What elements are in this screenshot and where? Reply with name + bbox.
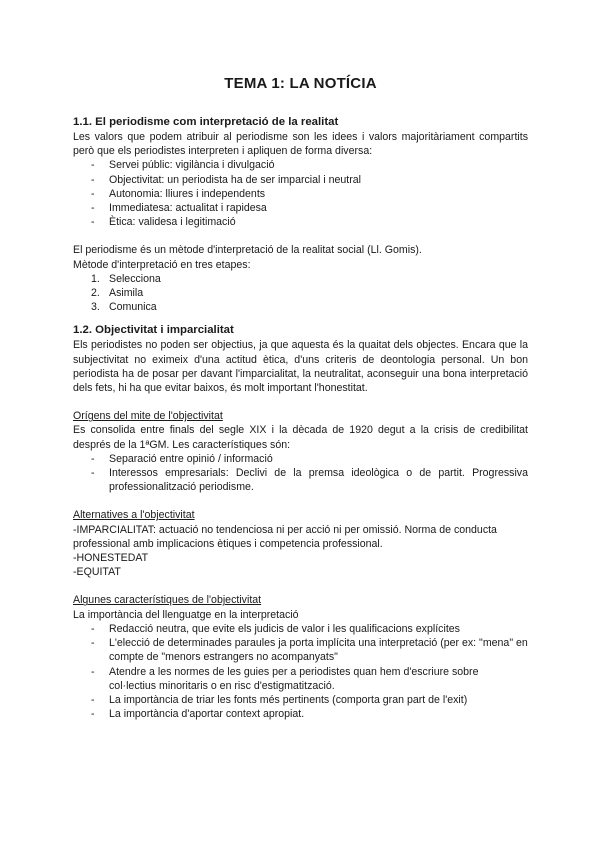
subheading-alternatives: Alternatives a l'objectivitat — [73, 509, 195, 522]
section-heading-1-2: 1.2. Objectivitat i imparcialitat — [73, 324, 234, 337]
document-body — [73, 74, 528, 721]
list-item: - Ètica: validesa i legitimació — [73, 215, 528, 229]
paragraph-stages: Mètode d'interpretació en tres etapes: — [73, 258, 251, 271]
subheading-features: Algunes característiques de l'objectivitat — [73, 594, 262, 607]
list-item: - Atendre a les normes de les guies per a periodistes quan hem d'escriure sobre col·lectius minoritaris o en risc d'estigmatització. — [73, 665, 528, 693]
subheading-origins: Orígens del mite de l'objectivitat — [73, 410, 223, 423]
section-heading-1-1: 1.1. El periodisme com interpretació de la realitat — [73, 116, 339, 128]
alternatives-line: -EQUITAT — [73, 566, 121, 579]
values-list — [73, 158, 528, 229]
list-item: - Servei públic: vigilància i divulgació — [73, 158, 528, 172]
list-item-text: Comunica — [109, 301, 157, 314]
list-item — [73, 272, 528, 286]
list-item: - Separació entre opinió / informació — [73, 452, 528, 466]
origins-text: Es consolida entre finals del segle XIX i la dècada de 1920 degut a la crisis de credibilitat després de la 1ªGM. Les característiques són: — [73, 424, 528, 451]
alternatives-line: -HONESTEDAT — [73, 552, 149, 565]
paragraph-method: El periodisme és un mètode d'interpretació de la realitat social (Ll. Gomis). — [73, 244, 422, 257]
list-number: 1. — [91, 272, 100, 285]
list-item: - Objectivitat: un periodista ha de ser imparcial i neutral — [73, 173, 528, 187]
section-1-1-intro: Les valors que podem atribuir al periodisme son les idees i valors majoritàriament compartits però que els periodistes interpreten i apliquen de forma diversa: — [73, 131, 528, 158]
list-item: - Redacció neutra, que evite els judicis de valor i les qualificacions explícites — [73, 622, 528, 636]
origins-list — [73, 452, 528, 495]
list-item: - Immediatesa: actualitat i rapidesa — [73, 201, 528, 215]
list-item: - Interessos empresarials: Declivi de la premsa ideològica o de partit. Progressiva professionalització periodisme. — [73, 466, 528, 494]
list-item — [73, 286, 528, 300]
list-item: - La importància de triar les fonts més pertinents (comporta gran part de l'exit) — [73, 693, 528, 707]
section-1-2-intro: Els periodistes no poden ser objectius, ja que aquesta és la quaitat dels objectes. Encara que la subjectivitat no eximeix d'una actitud ètica, d'uns criteris de deontologia personal. Un bon periodista ha de posar per davant l'imparcialitat, la neutralitat, aconseguir una bona interpretació dels fets, hi ha que evitar baixos, és molt important l'honestitat. — [73, 339, 528, 395]
list-number: 3. — [91, 301, 100, 314]
page-title: TEMA 1: LA NOTÍCIA — [224, 75, 377, 92]
list-item: - L'elecció de determinades paraules ja porta implícita una interpretació (per ex: "mena" en compte de "menors estrangers no acompanyats" — [73, 636, 528, 664]
features-text: La importància del llenguatge en la interpretació — [73, 608, 299, 621]
alternatives-line: -IMPARCIALITAT: actuació no tendenciosa ni per acció ni per omissió. Norma de conducta professional amb implicacions ètiques i competencia professional. — [73, 523, 497, 550]
stages-list — [73, 272, 528, 315]
features-list — [73, 622, 528, 721]
list-item-text: Asimila — [109, 287, 144, 300]
list-item: - Autonomia: lliures i independents — [73, 187, 528, 201]
list-item: - La importància d'aportar context apropiat. — [73, 707, 528, 721]
list-item-text: Selecciona — [109, 272, 161, 285]
list-item — [73, 300, 528, 314]
list-number: 2. — [91, 287, 100, 300]
